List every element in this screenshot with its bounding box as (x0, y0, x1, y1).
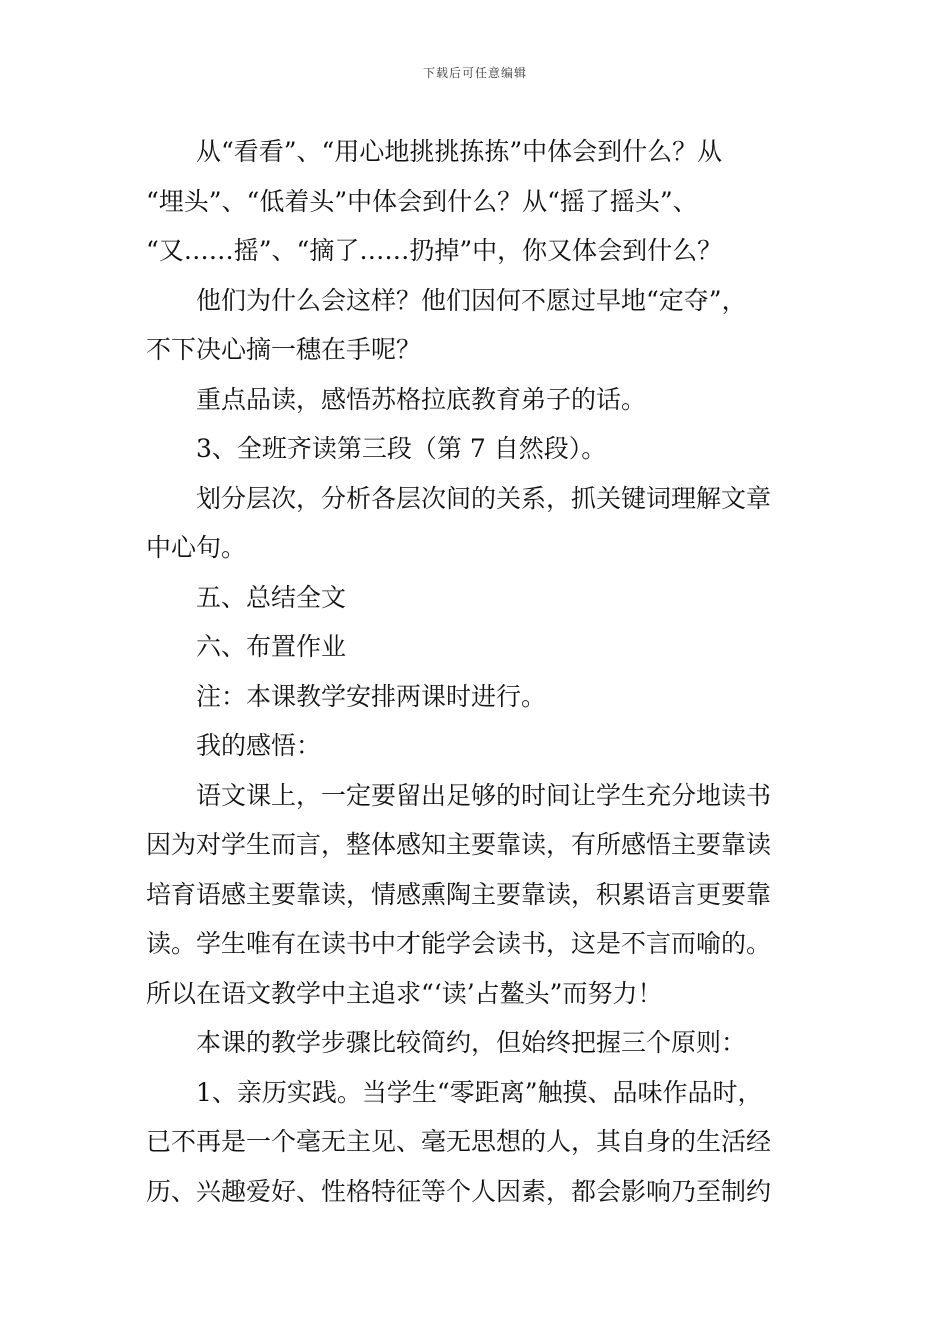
text-line: 他们为什么会这样？他们因何不愿过早地“定夺”， (196, 285, 747, 315)
text-line: 所以在语文教学中主追求“‘读’占鳌头”而努力！ (146, 978, 663, 1008)
text-line: 划分层次，分析各层次间的关系，抓关键词理解文章 (196, 483, 772, 513)
note-line: 注：本课教学安排两课时进行。 (196, 681, 547, 711)
text-line: 从“看看”、“用心地挑挑拣拣”中体会到什么？从 (196, 137, 723, 166)
text-line: 语文课上，一定要留出足够的时间让学生充分地读书 (196, 780, 772, 810)
text-line: 1、亲历实践。当学生“零距离”触摸、品味作品时， (196, 1077, 763, 1107)
text-line: 因为对学生而言，整体感知主要靠读，有所感悟主要靠读 (146, 830, 772, 859)
section-heading: 我的感悟： (196, 731, 322, 760)
text-line: “又……摇”、“摘了……扔掉”中，你又体会到什么？ (146, 236, 723, 265)
text-line: 培育语感主要靠读，情感熏陶主要靠读，积累语言更要靠 (146, 879, 772, 909)
text-line: 本课的教学步骤比较简约，但始终把握三个原则： (196, 1028, 747, 1057)
section-heading: 五、总结全文 (196, 582, 347, 612)
page-header: 下载后可任意编辑 (422, 66, 527, 80)
text-line: 中心句。 (146, 533, 247, 562)
section-heading: 六、布置作业 (196, 632, 347, 661)
text-line: 不下决心摘一穗在手呢？ (146, 335, 422, 364)
text-line: 读。学生唯有在读书中才能学会读书，这是不言而喻的。 (146, 929, 772, 958)
text-line: 3、全班齐读第三段（第 7 自然段）。 (196, 434, 607, 463)
document-body (146, 127, 808, 1216)
text-line: 历、兴趣爱好、性格特征等个人因素，都会影响乃至制约 (146, 1176, 772, 1206)
text-line: 重点品读，感悟苏格拉底教育弟子的话。 (196, 384, 647, 414)
text-line: “埋头”、“低着头”中体会到什么？从“摇了摇头”、 (146, 186, 698, 216)
text-line: 已不再是一个毫无主见、毫无思想的人，其自身的生活经 (146, 1127, 772, 1156)
